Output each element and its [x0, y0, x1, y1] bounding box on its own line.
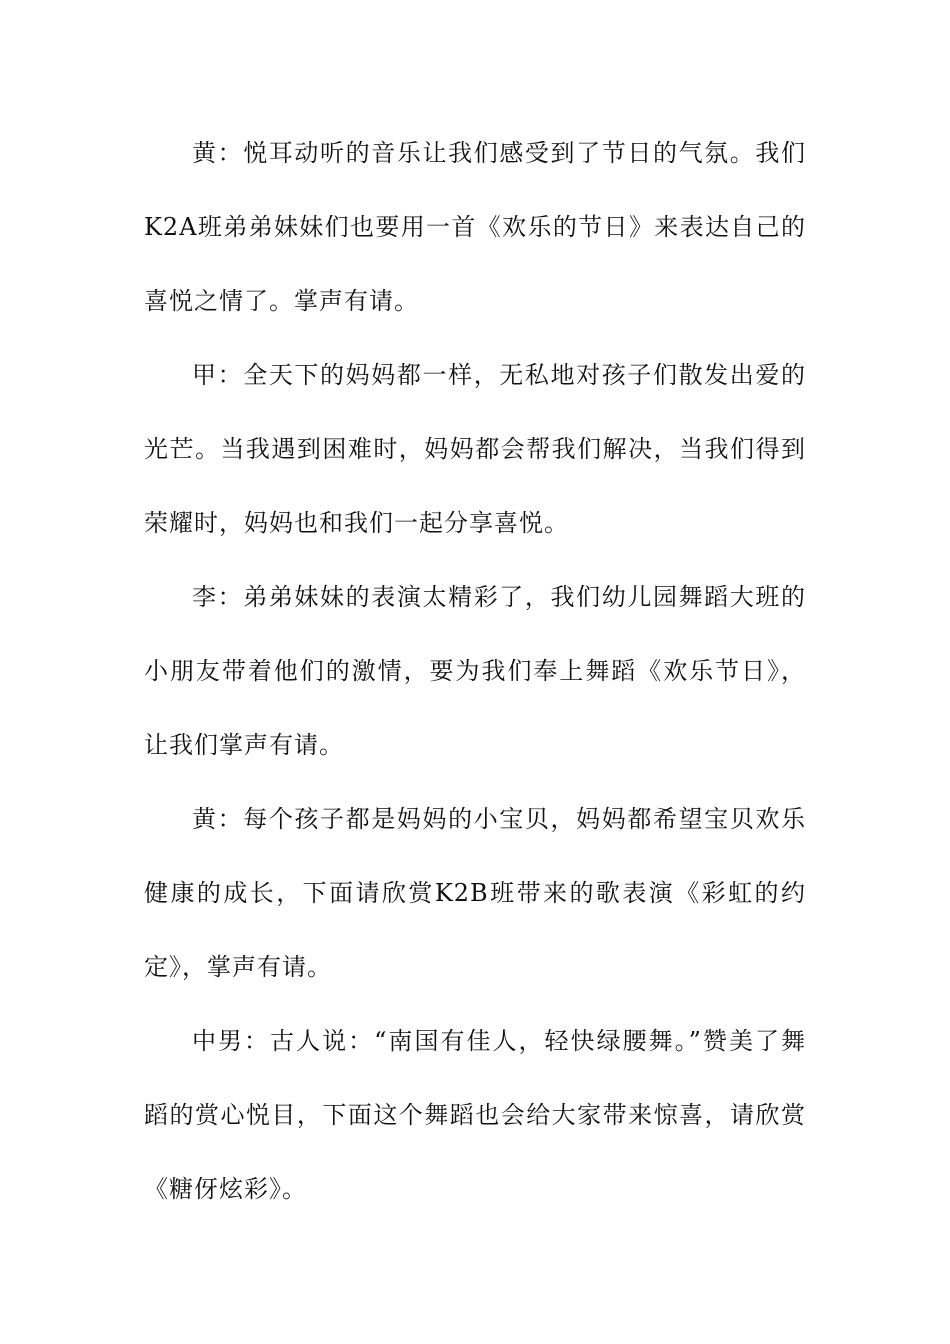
paragraph-3: 李：弟弟妹妹的表演太精彩了，我们幼儿园舞蹈大班的小朋友带着他们的激情，要为我们奉上舞蹈《欢乐节日》，让我们掌声有请。 [144, 583, 806, 759]
paragraph-1: 黄：悦耳动听的音乐让我们感受到了节日的气氛。我们K2A班弟弟妹妹们也要用一首《欢乐的节日》来表达自己的喜悦之情了。掌声有请。 [144, 139, 806, 315]
paragraph-5: 中男：古人说：“南国有佳人，轻快绿腰舞。”赞美了舞蹈的赏心悦目，下面这个舞蹈也会给大家带来惊喜，请欣赏《糖伢炫彩》。 [144, 1027, 806, 1203]
paragraph-4: 黄：每个孩子都是妈妈的小宝贝，妈妈都希望宝贝欢乐健康的成长，下面请欣赏K2B班带来的歌表演《彩虹的约定》，掌声有请。 [144, 805, 806, 981]
document-body [144, 116, 806, 1226]
paragraph-2: 甲：全天下的妈妈都一样，无私地对孩子们散发出爱的光芒。当我遇到困难时，妈妈都会帮我们解决，当我们得到荣耀时，妈妈也和我们一起分享喜悦。 [144, 361, 806, 537]
